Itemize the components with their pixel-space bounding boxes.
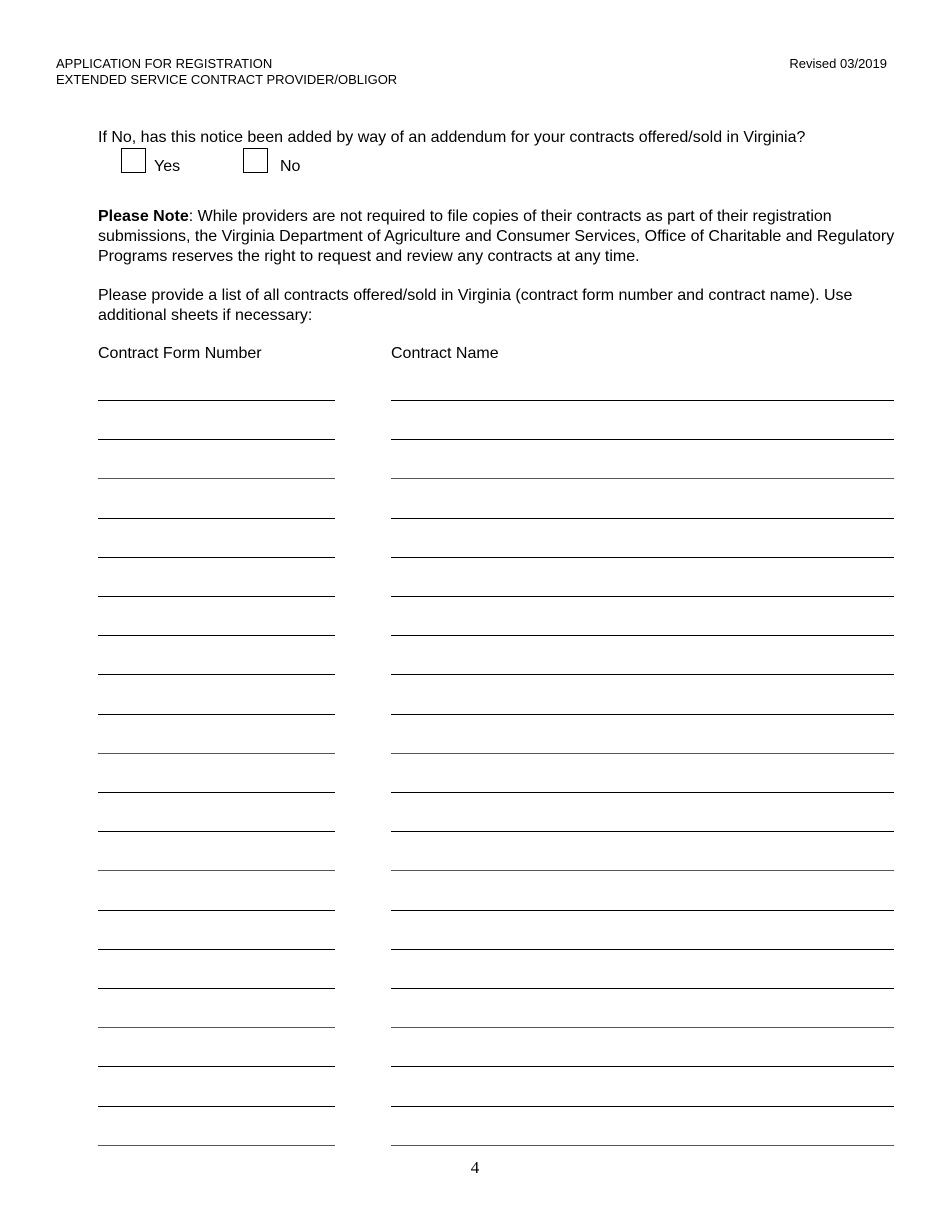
header-title: APPLICATION FOR REGISTRATION — [56, 56, 273, 71]
contract-form-number-field[interactable] — [98, 753, 335, 754]
contract-name-field[interactable] — [391, 1145, 894, 1146]
contract-name-field[interactable] — [391, 988, 894, 989]
contract-name-field[interactable] — [391, 596, 894, 597]
contract-name-field[interactable] — [391, 753, 894, 754]
contract-form-number-field[interactable] — [98, 870, 335, 871]
no-checkbox[interactable] — [243, 148, 268, 173]
please-note-paragraph — [98, 207, 898, 267]
contract-name-field[interactable] — [391, 1027, 894, 1028]
contract-name-field[interactable] — [391, 674, 894, 675]
contract-form-number-field[interactable] — [98, 400, 335, 401]
contract-form-number-field[interactable] — [98, 910, 335, 911]
contract-form-number-field[interactable] — [98, 988, 335, 989]
contract-form-number-field[interactable] — [98, 949, 335, 950]
contract-form-number-field[interactable] — [98, 635, 335, 636]
contract-name-field[interactable] — [391, 949, 894, 950]
contract-name-field[interactable] — [391, 910, 894, 911]
contract-form-number-header: Contract Form Number — [98, 345, 262, 362]
contract-form-number-field[interactable] — [98, 792, 335, 793]
page-number: 4 — [470, 1158, 480, 1177]
contract-form-number-field[interactable] — [98, 518, 335, 519]
document-header — [56, 56, 397, 88]
contract-name-field[interactable] — [391, 870, 894, 871]
contract-name-field[interactable] — [391, 400, 894, 401]
contract-form-number-field[interactable] — [98, 1145, 335, 1146]
contract-form-number-field[interactable] — [98, 1106, 335, 1107]
instructions-paragraph: Please provide a list of all contracts offered/sold in Virginia (contract form number and contract name). Use additional sheets if necessary: — [98, 287, 853, 324]
revision-date: Revised 03/2019 — [789, 56, 887, 71]
contract-form-number-field[interactable] — [98, 557, 335, 558]
contract-name-field[interactable] — [391, 518, 894, 519]
contract-name-field[interactable] — [391, 714, 894, 715]
yes-checkbox[interactable] — [121, 148, 146, 173]
contract-name-field[interactable] — [391, 1066, 894, 1067]
contract-name-field[interactable] — [391, 439, 894, 440]
contract-form-number-field[interactable] — [98, 596, 335, 597]
contract-name-field[interactable] — [391, 831, 894, 832]
please-note-text: : While providers are not required to file copies of their contracts as part of their registration submissions, the Virginia Department of Agriculture and Consumer Services, Office of Charitable and Regulatory Programs reserves the right to request and review any contracts at any time. — [98, 208, 895, 265]
contract-name-field[interactable] — [391, 1106, 894, 1107]
addendum-question: If No, has this notice been added by way of an addendum for your contracts offered/sold in Virginia? — [98, 129, 806, 146]
contract-form-number-field[interactable] — [98, 831, 335, 832]
contract-form-number-field[interactable] — [98, 1066, 335, 1067]
contract-form-number-field[interactable] — [98, 1027, 335, 1028]
please-note-label: Please Note — [98, 208, 189, 225]
no-label: No — [280, 158, 301, 175]
contract-name-field[interactable] — [391, 635, 894, 636]
contract-form-number-field[interactable] — [98, 439, 335, 440]
contract-form-number-field[interactable] — [98, 478, 335, 479]
header-subtitle: EXTENDED SERVICE CONTRACT PROVIDER/OBLIGOR — [56, 72, 398, 87]
contract-form-number-field[interactable] — [98, 714, 335, 715]
contract-name-field[interactable] — [391, 478, 894, 479]
yes-label: Yes — [154, 158, 181, 175]
contract-name-field[interactable] — [391, 557, 894, 558]
contract-name-header: Contract Name — [391, 345, 499, 362]
contract-name-field[interactable] — [391, 792, 894, 793]
contract-form-number-field[interactable] — [98, 674, 335, 675]
